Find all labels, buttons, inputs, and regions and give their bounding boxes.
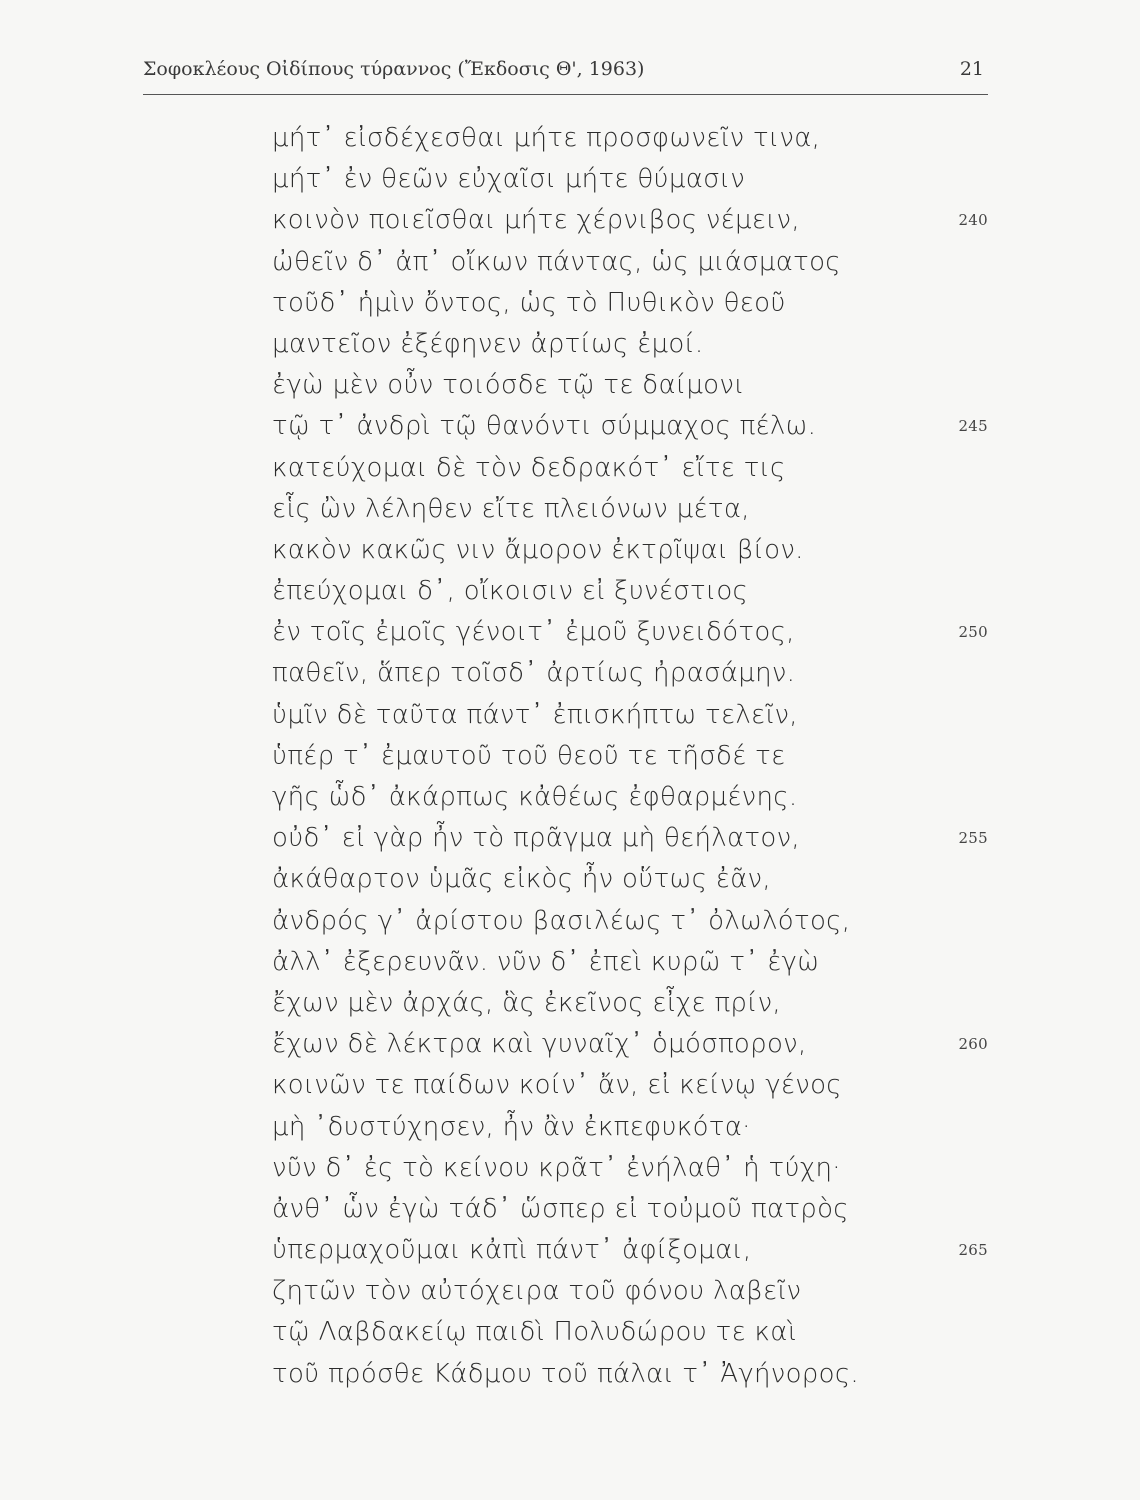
- verse-line: [272, 324, 988, 365]
- verse-line: [272, 365, 988, 406]
- verse-line: [272, 200, 988, 241]
- verse-line: [272, 242, 988, 283]
- verse-line: [272, 1354, 988, 1395]
- verse-text: ἐπεύχομαι δ᾽, οἴκοισιν εἰ ξυνέστιος: [272, 576, 749, 607]
- verse-line: [272, 1189, 988, 1230]
- verse-text: ἐγὼ μὲν οὖν τοιόσδε τῷ τε δαίμονι: [272, 370, 745, 401]
- verse-line: [272, 118, 988, 159]
- verse-line: [272, 159, 988, 200]
- verse-text: ἀνδρός γ᾽ ἀρίστου βασιλέως τ᾽ ὀλωλότος,: [272, 905, 851, 936]
- verse-text: μὴ ᾽δυστύχησεν, ἦν ἂν ἐκπεφυκότα·: [272, 1111, 751, 1142]
- verse-text: εἷς ὢν λέληθεν εἴτε πλειόνων μέτα,: [272, 493, 750, 524]
- verse-line: [272, 859, 988, 900]
- verse-line: [272, 489, 988, 530]
- line-number: 240: [958, 211, 988, 230]
- verse-line: [272, 983, 988, 1024]
- verse-text: ὠθεῖν δ᾽ ἀπ᾽ οἴκων πάντας, ὡς μιάσματος: [272, 246, 841, 277]
- verse-text: ἀκάθαρτον ὑμᾶς εἰκὸς ἦν οὕτως ἐᾶν,: [272, 864, 771, 895]
- line-number: 245: [958, 417, 988, 436]
- verse-text: τῷ τ᾽ ἀνδρὶ τῷ θανόντι σύμμαχος πέλω.: [272, 411, 817, 442]
- verse-line: [272, 283, 988, 324]
- verse-line: [272, 1024, 988, 1065]
- verse-text: μήτ᾽ εἰσδέχεσθαι μήτε προσφωνεῖν τινα,: [272, 123, 821, 153]
- verse-line: [272, 777, 988, 818]
- verse-text: ἔχων μὲν ἀρχάς, ἃς ἐκεῖνος εἶχε πρίν,: [272, 987, 781, 1018]
- line-number: 265: [958, 1241, 988, 1260]
- verse-text: τοῦ πρόσθε Κάδμου τοῦ πάλαι τ᾽ Ἀγήνορος.: [272, 1358, 859, 1389]
- verse-text: οὐδ᾽ εἰ γὰρ ἦν τὸ πρᾶγμα μὴ θεήλατον,: [272, 823, 800, 854]
- verse-block: [272, 118, 988, 1395]
- verse-line: [272, 571, 988, 612]
- verse-line: [272, 406, 988, 447]
- verse-line: [272, 448, 988, 489]
- page-number: 21: [959, 58, 984, 80]
- verse-line: [272, 695, 988, 736]
- verse-text: παθεῖν, ἅπερ τοῖσδ᾽ ἀρτίως ἠρασάμην.: [272, 658, 796, 689]
- line-number: 255: [958, 829, 988, 848]
- verse-text: γῆς ὧδ᾽ ἀκάρπως κἀθέως ἐφθαρμένης.: [272, 782, 798, 812]
- verse-text: ζητῶν τὸν αὐτόχειρα τοῦ φόνου λαβεῖν: [272, 1276, 802, 1307]
- line-number: 260: [958, 1035, 988, 1054]
- verse-text: νῦν δ᾽ ἐς τὸ κείνου κρᾶτ᾽ ἐνήλαθ᾽ ἡ τύχη·: [272, 1152, 841, 1183]
- verse-line: [272, 942, 988, 983]
- verse-text: ἀλλ᾽ ἐξερευνᾶν. νῦν δ᾽ ἐπεὶ κυρῶ τ᾽ ἐγὼ: [272, 946, 820, 977]
- verse-text: μήτ᾽ ἐν θεῶν εὐχαῖσι μήτε θύμασιν: [272, 164, 746, 195]
- verse-line: [272, 1312, 988, 1353]
- verse-line: [272, 1148, 988, 1189]
- verse-text: κοινὸν ποιεῖσθαι μήτε χέρνιβος νέμειν,: [272, 205, 800, 236]
- verse-line: [272, 1230, 988, 1271]
- verse-text: κατεύχομαι δὲ τὸν δεδρακότ᾽ εἴτε τις: [272, 452, 786, 483]
- verse-text: ἐν τοῖς ἐμοῖς γένοιτ᾽ ἐμοῦ ξυνειδότος,: [272, 617, 795, 648]
- verse-text: ὑπερμαχοῦμαι κἀπὶ πάντ᾽ ἀφίξομαι,: [272, 1235, 752, 1266]
- line-number: 250: [958, 623, 988, 642]
- verse-text: μαντεῖον ἐξέφηνεν ἀρτίως ἐμοί.: [272, 328, 704, 359]
- verse-line: [272, 901, 988, 942]
- verse-line: [272, 653, 988, 694]
- verse-line: [272, 818, 988, 859]
- verse-line: [272, 612, 988, 653]
- verse-text: ἀνθ᾽ ὧν ἐγὼ τάδ᾽ ὥσπερ εἰ τοὐμοῦ πατρὸς: [272, 1193, 849, 1224]
- verse-text: ὑμῖν δὲ ταῦτα πάντ᾽ ἐπισκήπτω τελεῖν,: [272, 699, 798, 730]
- verse-text: τοῦδ᾽ ἡμὶν ὄντος, ὡς τὸ Πυθικὸν θεοῦ: [272, 287, 786, 318]
- verse-line: [272, 736, 988, 777]
- running-head: [143, 58, 988, 88]
- verse-text: τῷ Λαβδακείῳ παιδὶ Πολυδώρου τε καὶ: [272, 1317, 797, 1348]
- verse-text: ἔχων δὲ λέκτρα καὶ γυναῖχ᾽ ὁμόσπορον,: [272, 1029, 807, 1060]
- verse-text: ὑπέρ τ᾽ ἐμαυτοῦ τοῦ θεοῦ τε τῆσδέ τε: [272, 740, 786, 771]
- verse-line: [272, 1065, 988, 1106]
- verse-line: [272, 530, 988, 571]
- verse-line: [272, 1107, 988, 1148]
- verse-text: κοινῶν τε παίδων κοίν᾽ ἄν, εἰ κείνῳ γένος: [272, 1070, 842, 1101]
- header-rule: [143, 94, 988, 95]
- verse-text: κακὸν κακῶς νιν ἄμορον ἐκτρῖψαι βίον.: [272, 534, 804, 565]
- verse-line: [272, 1271, 988, 1312]
- running-title: Σοφοκλέους Οἰδίπους τύραννος (Ἔκδοσις Θ', 1963): [143, 58, 645, 80]
